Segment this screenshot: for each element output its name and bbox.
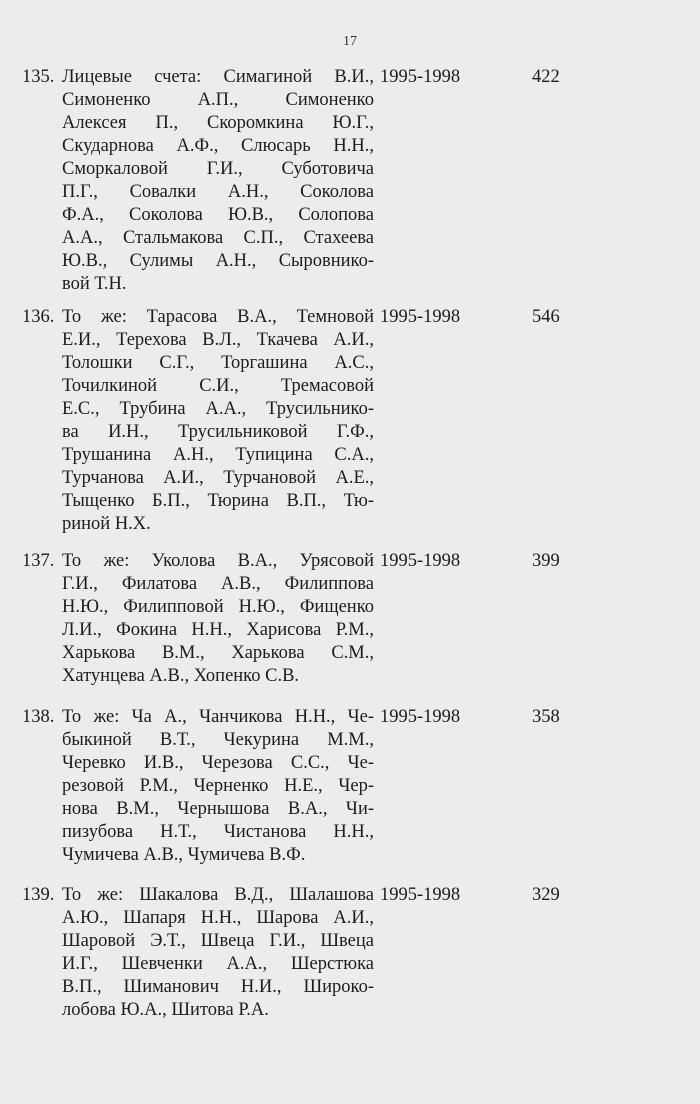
entry-years: 1995-1998 xyxy=(380,307,461,327)
description-line: пизубова Н.Т., Чистанова Н.Н., xyxy=(62,822,374,842)
entry-description xyxy=(62,706,374,867)
entry-number: 137. xyxy=(22,551,55,571)
description-line: лобова Ю.А., Шитова Р.А. xyxy=(62,1000,269,1020)
entry-number: 135. xyxy=(22,67,55,87)
description-line: Харькова В.М., Харькова С.М., xyxy=(62,643,374,663)
description-line: Чумичева А.В., Чумичева В.Ф. xyxy=(62,845,306,865)
entry-sheet-count: 422 xyxy=(532,67,560,87)
description-line: Шаровой Э.Т., Швеца Г.И., Швеца xyxy=(62,931,374,951)
description-line: А.Ю., Шапаря Н.Н., Шарова А.И., xyxy=(62,908,374,928)
description-line: Алексея П., Скоромкина Ю.Г., xyxy=(62,113,374,133)
description-line: Сморкаловой Г.И., Суботовича xyxy=(62,159,374,179)
entry-sheet-count: 329 xyxy=(532,885,560,905)
description-line: быкиной В.Т., Чекурина М.М., xyxy=(62,730,374,750)
description-line: Хатунцева А.В., Хопенко С.В. xyxy=(62,666,300,686)
entry-description xyxy=(62,306,374,536)
description-line: Е.И., Терехова В.Л., Ткачева А.И., xyxy=(62,330,374,350)
description-line: П.Г., Совалки А.Н., Соколова xyxy=(62,182,374,202)
entry-description xyxy=(62,550,374,688)
description-line: Турчанова А.И., Турчановой А.Е., xyxy=(62,468,374,488)
description-line: Лицевые счета: Симагиной В.И., xyxy=(62,67,374,87)
description-line: резовой Р.М., Черненко Н.Е., Чер- xyxy=(62,776,374,796)
entry-years: 1995-1998 xyxy=(380,707,461,727)
entry-sheet-count: 399 xyxy=(532,551,560,571)
description-line: Ю.В., Сулимы А.Н., Сыровнико- xyxy=(62,251,374,271)
entry-number: 139. xyxy=(22,885,55,905)
description-line: Г.И., Филатова А.В., Филиппова xyxy=(62,574,374,594)
entry-sheet-count: 546 xyxy=(532,307,560,327)
description-line: То же: Ча А., Чанчикова Н.Н., Че- xyxy=(62,707,374,727)
entry-number: 136. xyxy=(22,307,55,327)
description-line: Точилкиной С.И., Тремасовой xyxy=(62,376,374,396)
description-line: Е.С., Трубина А.А., Трусильнико- xyxy=(62,399,374,419)
description-line: В.П., Шиманович Н.И., Широко- xyxy=(62,977,374,997)
description-line: ва И.Н., Трусильниковой Г.Ф., xyxy=(62,422,374,442)
entry-years: 1995-1998 xyxy=(380,551,461,571)
description-line: нова В.М., Чернышова В.А., Чи- xyxy=(62,799,374,819)
entry-description xyxy=(62,884,374,1022)
entry-years: 1995-1998 xyxy=(380,885,461,905)
description-line: Толошки С.Г., Торгашина А.С., xyxy=(62,353,374,373)
description-line: Симоненко А.П., Симоненко xyxy=(62,90,374,110)
description-line: То же: Шакалова В.Д., Шалашова xyxy=(62,885,374,905)
entry-description xyxy=(62,66,374,296)
description-line: риной Н.Х. xyxy=(62,514,151,534)
description-line: Трушанина А.Н., Тупицина С.А., xyxy=(62,445,374,465)
description-line: Л.И., Фокина Н.Н., Харисова Р.М., xyxy=(62,620,374,640)
description-line: То же: Уколова В.А., Урясовой xyxy=(62,551,374,571)
description-line: А.А., Стальмакова С.П., Стахеева xyxy=(62,228,374,248)
page-number: 17 xyxy=(343,34,357,49)
entry-years: 1995-1998 xyxy=(380,67,461,87)
entry-sheet-count: 358 xyxy=(532,707,560,727)
description-line: Ф.А., Соколова Ю.В., Солопова xyxy=(62,205,374,225)
description-line: И.Г., Шевченки А.А., Шерстюка xyxy=(62,954,374,974)
description-line: Черевко И.В., Черезова С.С., Че- xyxy=(62,753,374,773)
description-line: Н.Ю., Филипповой Н.Ю., Фищенко xyxy=(62,597,374,617)
description-line: вой Т.Н. xyxy=(62,274,127,294)
entry-number: 138. xyxy=(22,707,55,727)
description-line: Скударнова А.Ф., Слюсарь Н.Н., xyxy=(62,136,374,156)
description-line: То же: Тарасова В.А., Темновой xyxy=(62,307,374,327)
description-line: Тыщенко Б.П., Тюрина В.П., Тю- xyxy=(62,491,374,511)
